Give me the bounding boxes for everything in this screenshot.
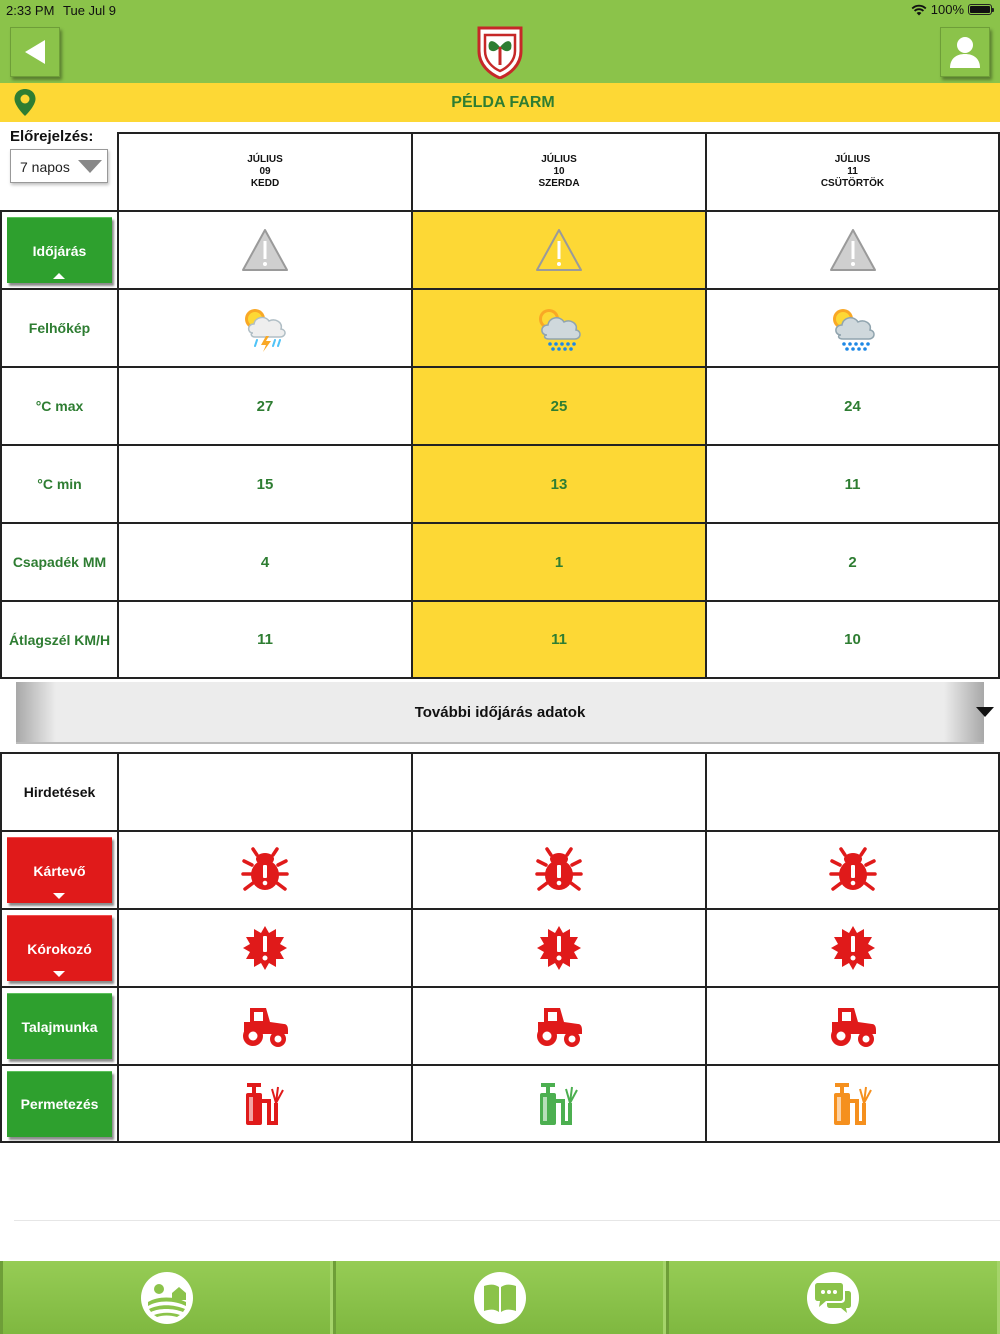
row-label-hirdetesek [0, 752, 119, 832]
warning-triangle-icon [241, 228, 289, 272]
szel-cell-day-1 [117, 600, 413, 679]
app-header [0, 20, 1000, 83]
chevron-down-icon [53, 893, 65, 899]
hirdetesek-cell-day-3 [705, 752, 1000, 832]
kartevo-cell-day-2[interactable] [411, 830, 707, 910]
idojaras-button[interactable] [7, 217, 112, 283]
date-weekday: KEDD [250, 178, 280, 189]
sprayer-icon [831, 1081, 875, 1127]
hirdetesek-cell-day-1 [117, 752, 413, 832]
status-right [911, 2, 992, 17]
book-tab[interactable] [333, 1261, 666, 1334]
csapadek-value: 4 [260, 553, 270, 571]
forecast-selected-value: 7 napos [20, 159, 70, 175]
cmin-cell-day-1 [117, 444, 413, 524]
row-label-korokozo [0, 908, 119, 988]
csapadek-value: 2 [848, 553, 857, 571]
idojaras-label: Időjárás [32, 242, 87, 259]
sun-thunderstorm-icon [239, 303, 291, 353]
pathogen-alert-icon [536, 925, 582, 971]
kartevo-cell-day-1[interactable] [117, 830, 413, 910]
pathogen-alert-icon [830, 925, 876, 971]
date-day: 10 [553, 166, 565, 177]
chevron-down-icon [53, 971, 65, 977]
farm-bar [0, 83, 1000, 122]
hirdetesek-label: Hirdetések [23, 784, 96, 800]
permetezes-label: Permetezés [20, 1096, 99, 1112]
szel-label: Átlagszél KM/H [8, 631, 111, 648]
felhokep-cell-day-2 [411, 288, 707, 368]
date-day: 09 [259, 166, 271, 177]
permetezes-cell-day-2[interactable] [411, 1064, 707, 1143]
bottom-tab-bar [0, 1261, 1000, 1334]
farm-tab-circle [141, 1272, 193, 1324]
talajmunka-cell-day-1[interactable] [117, 986, 413, 1066]
felhokep-cell-day-1 [117, 288, 413, 368]
wifi-icon [911, 4, 927, 16]
permetezes-cell-day-3[interactable] [705, 1064, 1000, 1143]
talajmunka-cell-day-3[interactable] [705, 986, 1000, 1066]
status-bar [0, 0, 1000, 20]
battery-percent: 100% [930, 2, 964, 17]
hirdetesek-cell-day-2 [411, 752, 707, 832]
battery-icon [968, 4, 992, 15]
content-divider [14, 1220, 1000, 1221]
book-tab-circle [474, 1272, 526, 1324]
cmax-cell-day-1 [117, 366, 413, 446]
status-time: 2:33 PM [6, 3, 55, 18]
row-label-kartevo [0, 830, 119, 910]
cmax-value: 27 [256, 397, 274, 415]
cmax-cell-day-3 [705, 366, 1000, 446]
szel-value: 11 [551, 631, 567, 648]
korokozo-cell-day-3[interactable] [705, 908, 1000, 988]
talajmunka-label: Talajmunka [21, 1018, 98, 1035]
kartevo-label: Kártevő [33, 862, 86, 879]
szel-cell-day-2 [411, 600, 707, 679]
date-day: 11 [847, 166, 858, 177]
date-month: JÚLIUS [247, 154, 283, 165]
csapadek-cell-day-3 [705, 522, 1000, 602]
szel-value: 10 [844, 631, 861, 648]
more-weather-button[interactable] [16, 682, 984, 744]
idojaras-cell-day-3[interactable] [705, 210, 1000, 290]
sprayer-icon [243, 1081, 287, 1127]
cmin-cell-day-3 [705, 444, 1000, 524]
permetezes-cell-day-1[interactable] [117, 1064, 413, 1143]
csapadek-label: Csapadék MM [12, 554, 107, 570]
talajmunka-button[interactable] [7, 993, 112, 1059]
korokozo-button[interactable] [7, 915, 112, 981]
sun-cloud-rain-icon [533, 303, 585, 353]
back-button[interactable] [10, 27, 60, 77]
bug-alert-icon [535, 847, 583, 893]
bug-alert-icon [241, 847, 289, 893]
date-weekday: SZERDA [538, 178, 580, 189]
permetezes-button[interactable] [7, 1071, 112, 1137]
csapadek-cell-day-1 [117, 522, 413, 602]
warning-triangle-icon [829, 228, 877, 272]
kartevo-button[interactable] [7, 837, 112, 903]
chat-bubbles-icon [814, 1281, 852, 1315]
idojaras-cell-day-1[interactable] [117, 210, 413, 290]
profile-button[interactable] [940, 27, 990, 77]
row-label-szel [0, 600, 119, 679]
forecast-label: Előrejelzés: [10, 128, 94, 145]
chevron-down-icon [78, 160, 102, 173]
date-month: JÚLIUS [834, 154, 871, 165]
tractor-icon [828, 1004, 878, 1048]
cmax-label: °C max [35, 398, 84, 414]
cmax-cell-day-2 [411, 366, 707, 446]
chat-tab[interactable] [666, 1261, 1000, 1334]
cmin-value: 11 [844, 475, 861, 493]
sun-cloud-rain-icon [827, 303, 879, 353]
cmin-value: 13 [550, 475, 568, 493]
back-arrow-icon [24, 39, 46, 65]
talajmunka-cell-day-2[interactable] [411, 986, 707, 1066]
row-label-idojaras [0, 210, 119, 290]
row-label-cmin [0, 444, 119, 524]
sprayer-icon [537, 1081, 581, 1127]
user-icon [947, 34, 983, 70]
cmin-value: 15 [256, 475, 274, 493]
szel-cell-day-3 [705, 600, 1000, 679]
shield-logo-icon [476, 25, 524, 79]
idojaras-cell-day-2[interactable] [411, 210, 707, 290]
korokozo-label: Kórokozó [27, 940, 92, 957]
date-header-day-3 [705, 132, 1000, 212]
cmin-cell-day-2 [411, 444, 707, 524]
bug-alert-icon [829, 847, 877, 893]
pathogen-alert-icon [242, 925, 288, 971]
korokozo-cell-day-2[interactable] [411, 908, 707, 988]
tractor-icon [240, 1004, 290, 1048]
more-weather-label: További időjárás adatok [414, 703, 586, 721]
chevron-down-icon [976, 707, 994, 717]
farm-landscape-icon [146, 1277, 188, 1319]
cmax-value: 24 [844, 397, 861, 415]
kartevo-cell-day-3[interactable] [705, 830, 1000, 910]
chevron-up-icon [53, 273, 65, 279]
row-label-cmax [0, 366, 119, 446]
forecast-select[interactable] [10, 149, 108, 183]
warning-triangle-icon [535, 228, 583, 272]
cmin-label: °C min [37, 476, 82, 492]
felhokep-cell-day-3 [705, 288, 1000, 368]
row-label-permetezes [0, 1064, 119, 1143]
row-label-felhokep [0, 288, 119, 368]
row-label-csapadek [0, 522, 119, 602]
csapadek-value: 1 [554, 553, 564, 571]
farm-name[interactable]: PÉLDA FARM [451, 94, 555, 111]
date-header-day-1 [117, 132, 413, 212]
korokozo-cell-day-1[interactable] [117, 908, 413, 988]
cmax-value: 25 [550, 397, 568, 415]
status-date: Tue Jul 9 [63, 3, 116, 18]
date-month: JÚLIUS [541, 154, 577, 165]
row-label-talajmunka [0, 986, 119, 1066]
szel-value: 11 [257, 631, 273, 648]
csapadek-cell-day-2 [411, 522, 707, 602]
date-header-day-2 [411, 132, 707, 212]
tractor-icon [534, 1004, 584, 1048]
farm-tab[interactable] [0, 1261, 333, 1334]
chat-tab-circle [807, 1272, 859, 1324]
book-icon [482, 1282, 518, 1314]
felhokep-label: Felhőkép [28, 320, 91, 336]
date-weekday: CSÜTÖRTÖK [820, 178, 885, 189]
